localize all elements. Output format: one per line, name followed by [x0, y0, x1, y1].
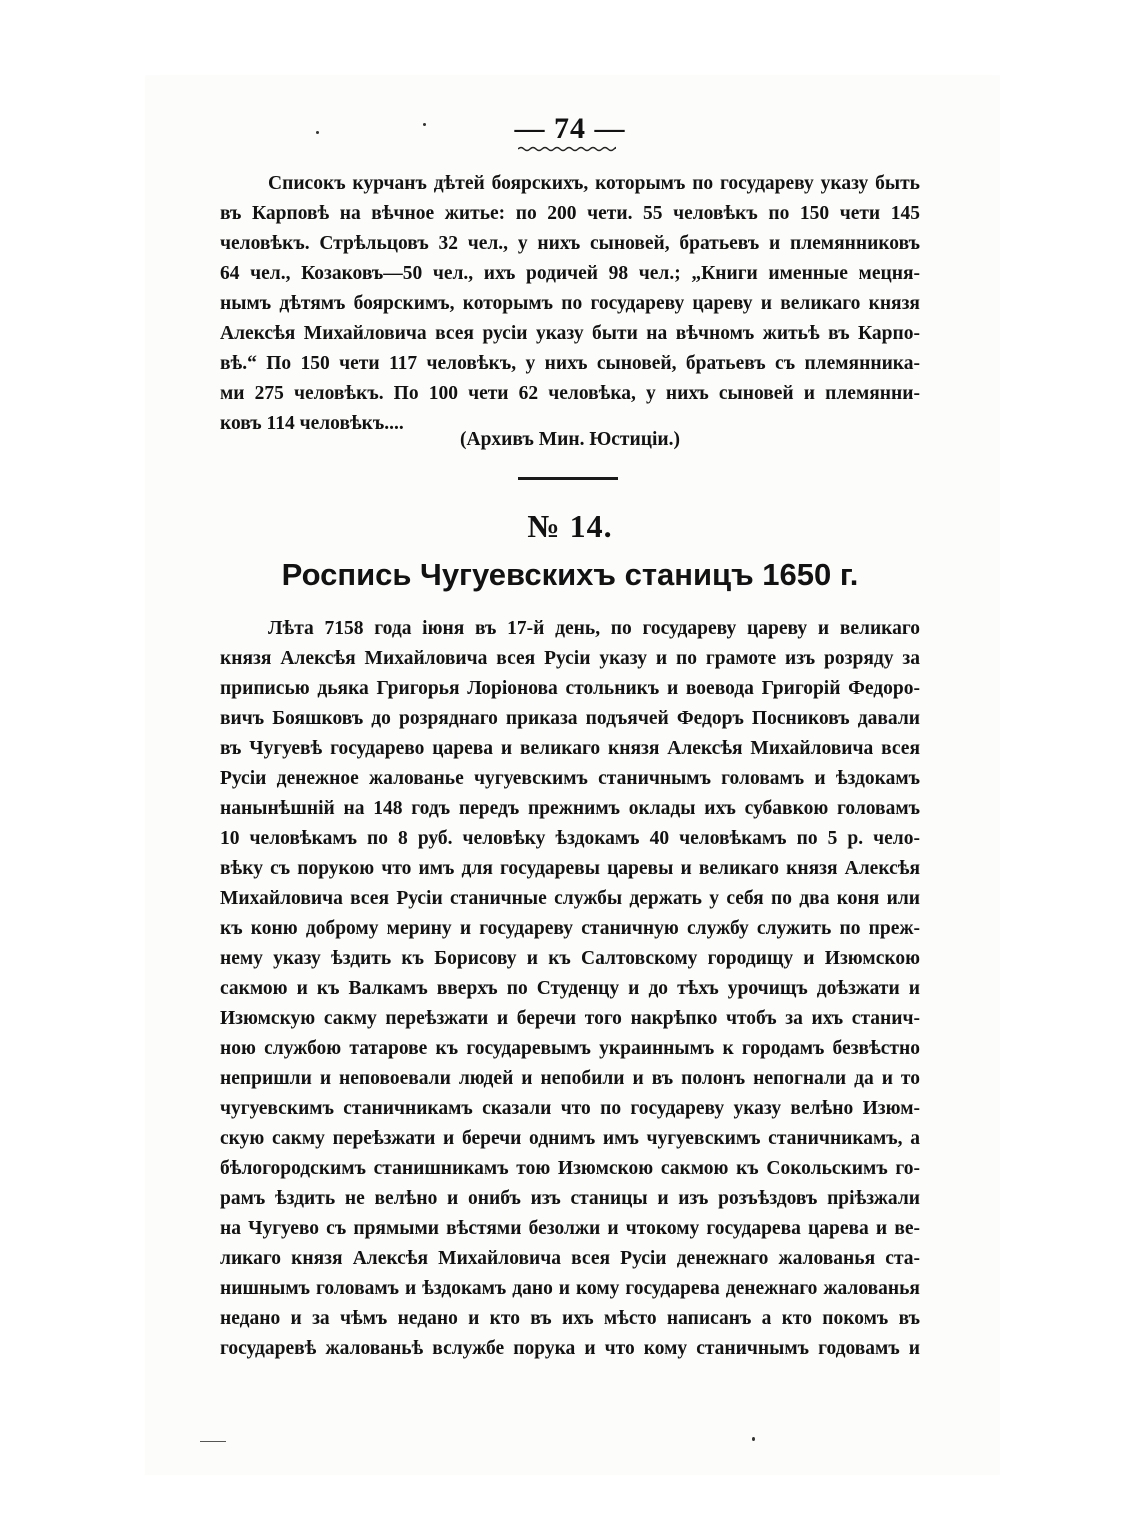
- page-number-underline: [518, 146, 616, 152]
- section-divider: [518, 477, 618, 480]
- text-line: въ Карповѣ на вѣчное житье: по 200 чети. 55 человѣкъ по 150 чети 145: [220, 203, 920, 224]
- document-body: [220, 614, 920, 1364]
- text-line: вѣ.“ По 150 чети 117 человѣкъ, у нихъ сыновей, братьевъ съ племянника-: [220, 353, 920, 374]
- document-title: Роспись Чугуевскихъ станицъ 1650 г.: [281, 557, 859, 592]
- document-number: № 14.: [527, 508, 613, 544]
- text-line: сакмою и къ Валкамъ вверхъ по Студенцу и до тѣхъ урочищъ доѣзжати и: [220, 978, 920, 999]
- text-line: нишнымъ головамъ и ѣздокамъ дано и кому государева денежнаго жалованья: [220, 1278, 920, 1299]
- intro-paragraph: [220, 169, 920, 439]
- text-line: ликаго князя Алексѣя Михайловича всея Русiи денежнаго жалованья ста-: [220, 1248, 920, 1269]
- text-line: на Чугуево съ прямыми вѣстями безолжи и чтокому государева царева и ве-: [220, 1218, 920, 1239]
- text-line: нанынѣшнiй на 148 годъ передъ прежнимъ оклады ихъ субавкою головамъ: [220, 798, 920, 819]
- text-line: бѣлогородскимъ станишникамъ тою Изюмскою сакмою къ Сокольскимъ го-: [220, 1158, 920, 1179]
- text-line: непришли и неповоевали людей и непобили и въ полонъ непогнали да и то: [220, 1068, 920, 1089]
- text-line: 10 человѣкамъ по 8 руб. человѣку ѣздокамъ 40 человѣкамъ по 5 р. чело-: [220, 828, 920, 849]
- text-line: нымъ дѣтямъ боярскимъ, которымъ по государеву цареву и великаго князя: [220, 293, 920, 314]
- text-line: человѣкъ. Стрѣльцовъ 32 чел., у нихъ сыновей, братьевъ и племянниковъ: [220, 233, 920, 254]
- text-line: Русiи денежное жалованье чугуевскимъ станичнымъ головамъ и ѣздокамъ: [220, 768, 920, 789]
- text-line: чугуевскимъ станичникамъ сказали что по государеву указу велѣно Изюм-: [220, 1098, 920, 1119]
- text-line: рамъ ѣздить не велѣно и онибъ изъ станицы и изъ розъѣздовъ прiѣзжали: [220, 1188, 920, 1209]
- text-line: къ коню доброму мерину и государеву станичную службу служить по преж-: [220, 918, 920, 939]
- text-line: Изюмскую сакму переѣзжати и беречи того накрѣпко чтобъ за ихъ станич-: [220, 1008, 920, 1029]
- text-line: скую сакму переѣзжати и беречи однимъ имъ чугуевскимъ станичникамъ, а: [220, 1128, 920, 1149]
- margin-mark: [200, 1441, 226, 1442]
- text-line: приписью дьяка Григорья Лорiонова стольникъ и воевода Григорiй Федоро-: [220, 678, 920, 699]
- text-line: недано и за чѣмъ недано и кто въ ихъ мѣсто написанъ а кто покомъ въ: [220, 1308, 920, 1329]
- page-number: — 74 —: [514, 112, 626, 145]
- text-line: ми 275 человѣкъ. По 100 чети 62 человѣка, у нихъ сыновей и племянни-: [220, 383, 920, 404]
- text-line: ною службою татарове къ государевымъ украиннымъ к городамъ безвѣстно: [220, 1038, 920, 1059]
- text-line: въ Чугуевѣ государево царева и великаго князя Алексѣя Михайловича всея: [220, 738, 920, 759]
- text-line: вѣку съ порукою что имъ для государевы царевы и великаго князя Алексѣя: [220, 858, 920, 879]
- archive-note: (Архивъ Мин. Юстицiи.): [460, 429, 681, 450]
- text-line: князя Алексѣя Михайловича всея Русiи указу и по грамоте изъ розряду за: [220, 648, 920, 669]
- text-line: Михайловича всея Русiи станичные службы держать у себя по два коня или: [220, 888, 920, 909]
- text-line: государевѣ жалованьѣ вслужбе порука и что кому станичнымъ годовамъ и: [220, 1338, 920, 1359]
- text-line: Лѣта 7158 года iюня въ 17-й день, по государеву цареву и великаго: [268, 618, 920, 639]
- text-line: Списокъ курчанъ дѣтей боярскихъ, которымъ по государеву указу быть: [268, 173, 920, 194]
- text-line: Алексѣя Михайловича всея русiи указу быти на вѣчномъ житьѣ въ Карпо-: [220, 323, 920, 344]
- text-line: нему указу ѣздить къ Борисову и къ Салтовскому городищу и Изюмскою: [220, 948, 920, 969]
- text-line: вичъ Бояшковъ до розряднаго приказа подъячей Федоръ Посниковъ давали: [220, 708, 920, 729]
- scan-speck: [752, 1437, 755, 1441]
- text-line: ковъ 114 человѣкъ....: [220, 413, 404, 434]
- text-line: 64 чел., Козаковъ—50 чел., ихъ родичей 98 чел.; „Книги именные мецня-: [220, 263, 920, 284]
